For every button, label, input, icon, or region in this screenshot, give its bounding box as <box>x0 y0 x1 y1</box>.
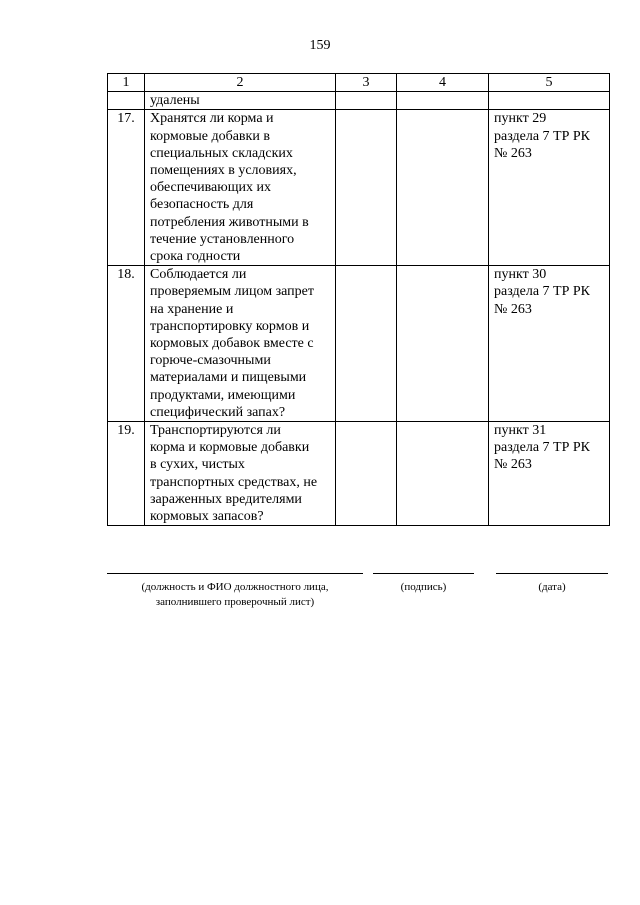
date-caption: (дата) <box>538 581 566 593</box>
table-row <box>108 266 610 422</box>
official-signature-line <box>107 573 363 574</box>
page-number: 159 <box>309 38 331 53</box>
row-number: 18. <box>108 266 145 422</box>
row-question: удалены <box>145 92 336 110</box>
column-header-1: 1 <box>108 74 145 92</box>
row-col4 <box>397 422 489 526</box>
date-line <box>496 573 608 574</box>
signature-caption: (подпись) <box>400 581 447 593</box>
column-header-4: 4 <box>397 74 489 92</box>
row-number <box>108 92 145 110</box>
official-caption: (должность и ФИО должностного лица, заполнившего проверочный лист) <box>141 581 329 608</box>
row-col3 <box>336 110 397 266</box>
row-reference <box>489 92 610 110</box>
table-row <box>108 110 610 266</box>
signature-line <box>373 573 474 574</box>
row-reference: пункт 29 раздела 7 ТР РК № 263 <box>489 110 610 266</box>
checklist-table <box>107 73 610 526</box>
column-header-5: 5 <box>489 74 610 92</box>
row-reference: пункт 31 раздела 7 ТР РК № 263 <box>489 422 610 526</box>
row-question: Хранятся ли корма и кормовые добавки в специальных складских помещениях в условиях, обеспечивающих их безопасность для потребления животными в течение установленного срока годности <box>145 110 336 266</box>
row-col4 <box>397 92 489 110</box>
column-header-3: 3 <box>336 74 397 92</box>
row-col4 <box>397 110 489 266</box>
table-row <box>108 422 610 526</box>
row-number: 17. <box>108 110 145 266</box>
row-col3 <box>336 422 397 526</box>
row-question: Транспортируются ли корма и кормовые добавки в сухих, чистых транспортных средствах, не зараженных вредителями кормовых запасов? <box>145 422 336 526</box>
column-header-2: 2 <box>145 74 336 92</box>
row-question: Соблюдается ли проверяемым лицом запрет на хранение и транспортировку кормов и кормовых добавок вместе с горюче-смазочными материалами и пищевыми продуктами, имеющими специфический запах? <box>145 266 336 422</box>
row-col3 <box>336 92 397 110</box>
row-number: 19. <box>108 422 145 526</box>
row-reference: пункт 30 раздела 7 ТР РК № 263 <box>489 266 610 422</box>
table-header-row <box>108 74 610 92</box>
row-col3 <box>336 266 397 422</box>
table-row-continuation <box>108 92 610 110</box>
row-col4 <box>397 266 489 422</box>
